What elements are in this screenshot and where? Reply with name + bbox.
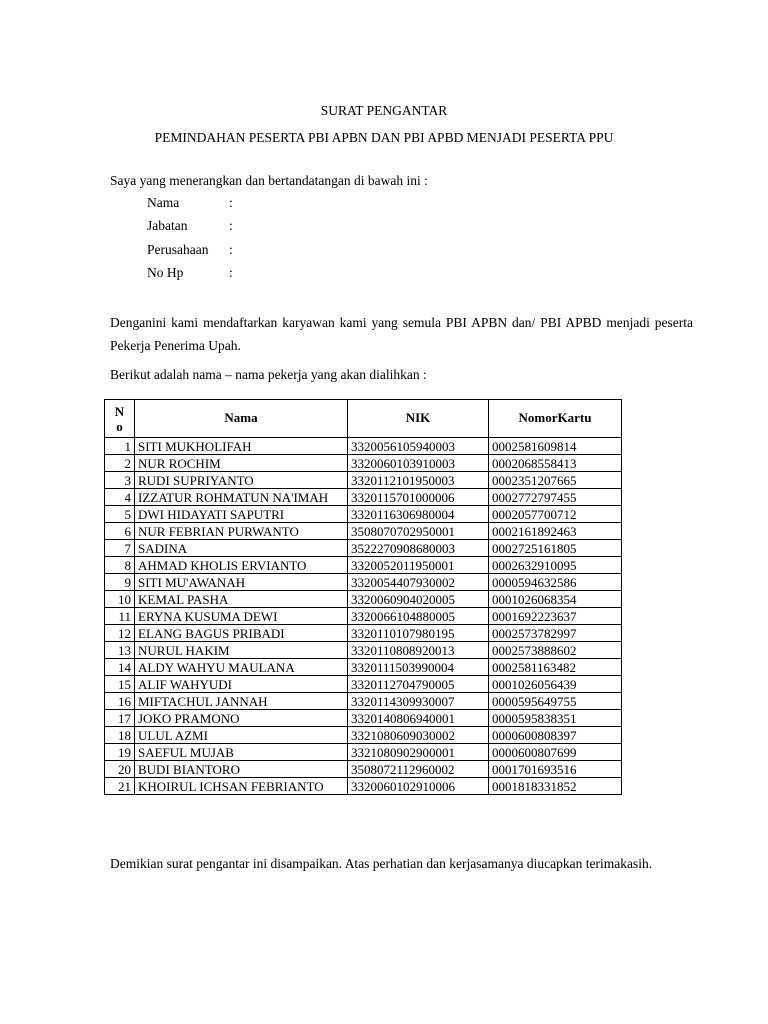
row-no: 1 [105,438,135,455]
field-colon: : [229,241,233,257]
row-nik: 3320060904020005 [348,591,489,608]
row-nomor-kartu: 0002725161805 [489,540,622,557]
row-nama: BUDI BIANTORO [135,761,348,778]
row-nama: RUDI SUPRIYANTO [135,472,348,489]
field-colon: : [229,195,233,210]
table-row [105,591,622,608]
row-nama: SITI MUKHOLIFAH [135,438,348,455]
row-nomor-kartu: 0001026056439 [489,676,622,693]
table-header-row [105,400,622,438]
row-nomor-kartu: 0002057700712 [489,506,622,523]
row-no: 7 [105,540,135,557]
row-nik: 3320056105940003 [348,438,489,455]
row-nomor-kartu: 0001818331852 [489,778,622,795]
row-no: 16 [105,693,135,710]
row-nomor-kartu: 0000595838351 [489,710,622,727]
table-row [105,642,622,659]
row-nik: 3320112704790005 [348,676,489,693]
row-nama: NURUL HAKIM [135,642,348,659]
letter-subtitle: PEMINDAHAN PESERTA PBI APBN DAN PBI APBD MENJADI PESERTA PPU [154,130,614,145]
row-no: 13 [105,642,135,659]
intro-text: Saya yang menerangkan dan bertandatangan di bawah ini : [110,173,428,188]
row-nik: 3321080902900001 [348,744,489,761]
header-no [105,400,135,438]
row-no: 20 [105,761,135,778]
row-nama: KEMAL PASHA [135,591,348,608]
row-nik: 3508070702950001 [348,523,489,540]
table-row [105,506,622,523]
table-row [105,676,622,693]
table-row [105,472,622,489]
table-row [105,659,622,676]
row-nomor-kartu: 0002632910095 [489,557,622,574]
field-no-hp [147,266,347,289]
table-row [105,608,622,625]
letter-title: SURAT PENGANTAR [320,103,448,118]
row-nik: 3321080609030002 [348,727,489,744]
row-nomor-kartu: 0000600807699 [489,744,622,761]
row-no: 18 [105,727,135,744]
field-label: Jabatan [147,218,188,234]
row-nik: 3320110107980195 [348,625,489,642]
row-no: 14 [105,659,135,676]
row-nama: AHMAD KHOLIS ERVIANTO [135,557,348,574]
table-row [105,710,622,727]
row-nomor-kartu: 0000595649755 [489,693,622,710]
row-nomor-kartu: 0002351207665 [489,472,622,489]
table-row [105,523,622,540]
registration-paragraph: Denganini kami mendaftarkan karyawan kami yang semula PBI APBN dan/ PBI APBD menjadi peserta Pekerja Penerima Upah. [110,315,693,353]
table-row [105,727,622,744]
row-nama: NUR ROCHIM [135,455,348,472]
table-row [105,438,622,455]
row-nomor-kartu: 0000600808397 [489,727,622,744]
row-nama: DWI HIDAYATI SAPUTRI [135,506,348,523]
row-nik: 3320060103910003 [348,455,489,472]
field-label: No Hp [147,264,184,280]
row-nomor-kartu: 0002161892463 [489,523,622,540]
table-row [105,455,622,472]
row-nik: 3320052011950001 [348,557,489,574]
field-jabatan [147,219,347,242]
row-nama: ERYNA KUSUMA DEWI [135,608,348,625]
row-nik: 3320066104880005 [348,608,489,625]
row-nama: ALIF WAHYUDI [135,676,348,693]
table-row [105,761,622,778]
row-no: 12 [105,625,135,642]
row-nik: 3320111503990004 [348,659,489,676]
header-no-text: No [114,403,125,434]
row-nik: 3320110808920013 [348,642,489,659]
field-perusahaan [147,243,347,266]
table-row [105,693,622,710]
row-no: 21 [105,778,135,795]
row-nik: 3320114309930007 [348,693,489,710]
row-nama: JOKO PRAMONO [135,710,348,727]
row-no: 3 [105,472,135,489]
list-intro-text: Berikut adalah nama – nama pekerja yang akan dialihkan : [110,367,427,382]
row-no: 5 [105,506,135,523]
row-nomor-kartu: 0002573888602 [489,642,622,659]
row-nama: MIFTACHUL JANNAH [135,693,348,710]
row-nik: 3320140806940001 [348,710,489,727]
row-nik: 3522270908680003 [348,540,489,557]
field-label: Perusahaan [147,241,209,257]
row-nomor-kartu: 0002068558413 [489,455,622,472]
row-nama: SAEFUL MUJAB [135,744,348,761]
row-no: 11 [105,608,135,625]
row-nomor-kartu: 0002772797455 [489,489,622,506]
row-nik: 3320054407930002 [348,574,489,591]
table-row [105,778,622,795]
field-colon: : [229,264,233,280]
row-nik: 3508072112960002 [348,761,489,778]
table-row [105,489,622,506]
row-no: 15 [105,676,135,693]
table-row [105,744,622,761]
row-nama: ALDY WAHYU MAULANA [135,659,348,676]
row-nik: 3320115701000006 [348,489,489,506]
row-no: 9 [105,574,135,591]
workers-table [104,399,622,795]
row-no: 19 [105,744,135,761]
table-row [105,540,622,557]
row-nama: ULUL AZMI [135,727,348,744]
row-no: 6 [105,523,135,540]
row-no: 4 [105,489,135,506]
row-nama: KHOIRUL ICHSAN FEBRIANTO [135,778,348,795]
row-no: 8 [105,557,135,574]
row-nik: 3320112101950003 [348,472,489,489]
row-nama: SITI MU'AWANAH [135,574,348,591]
row-nama: IZZATUR ROHMATUN NA'IMAH [135,489,348,506]
row-nomor-kartu: 0002581609814 [489,438,622,455]
row-no: 2 [105,455,135,472]
row-nomor-kartu: 0002573782997 [489,625,622,642]
header-nomor-kartu: NomorKartu [489,400,622,438]
row-no: 17 [105,710,135,727]
row-nomor-kartu: 0001701693516 [489,761,622,778]
table-row [105,625,622,642]
row-nik: 3320060102910006 [348,778,489,795]
row-nomor-kartu: 0002581163482 [489,659,622,676]
closing-text: Demikian surat pengantar ini disampaikan. Atas perhatian dan kerjasamanya diucapkan terimakasih. [110,856,653,871]
field-colon: : [229,218,233,234]
header-nama: Nama [135,400,348,438]
row-nomor-kartu: 0001026068354 [489,591,622,608]
field-label: Nama [147,195,180,210]
row-nama: SADINA [135,540,348,557]
row-no: 10 [105,591,135,608]
row-nik: 3320116306980004 [348,506,489,523]
signer-fields [147,196,347,289]
row-nomor-kartu: 0000594632586 [489,574,622,591]
row-nama: ELANG BAGUS PRIBADI [135,625,348,642]
row-nomor-kartu: 0001692223637 [489,608,622,625]
table-row [105,557,622,574]
header-nik: NIK [348,400,489,438]
table-row [105,574,622,591]
field-nama [147,196,347,219]
row-nama: NUR FEBRIAN PURWANTO [135,523,348,540]
